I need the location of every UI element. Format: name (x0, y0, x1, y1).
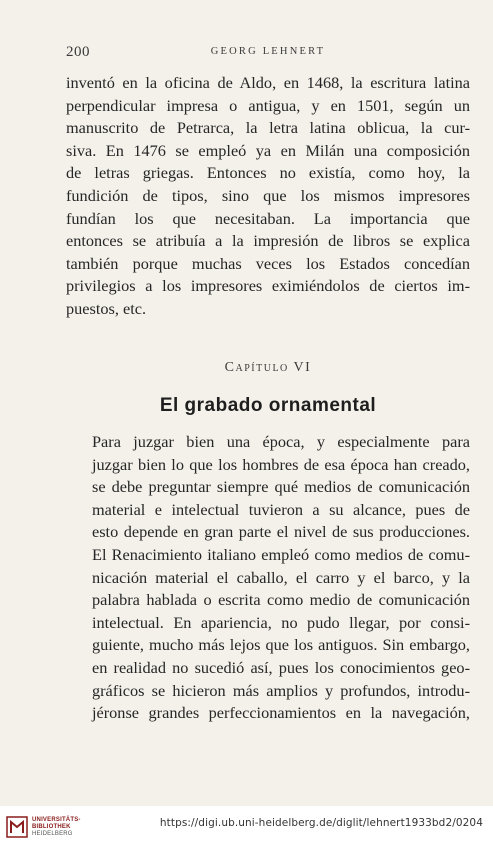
library-name-line: HEIDELBERG (32, 831, 73, 837)
text-line: palabra hablada o escrita como medio de comunicación (92, 590, 470, 610)
chapter-label: Capítulo VI (224, 360, 312, 375)
text-line: se debe preguntar siempre qué medios de comunicación (92, 477, 470, 497)
text-line: perpendicular impresa o antigua, y en 1501, según un (66, 95, 470, 115)
page-number: 200 (66, 44, 90, 60)
library-name (32, 817, 81, 838)
library-name-line: UNIVERSITÄTS- (32, 817, 81, 823)
text-line: nicación material el caballo, el carro y el barco, y la (92, 567, 470, 587)
running-title: GEORG LEHNERT (210, 46, 326, 57)
text-line: privilegios a los impresores eximiéndolos de ciertos im- (66, 276, 470, 296)
library-logo[interactable] (6, 814, 96, 840)
text-line: también porque muchas veces los Estados concedían (66, 253, 470, 273)
text-line: esto depende en gran parte el nivel de sus producciones. (92, 522, 470, 542)
text-line: de letras griegas. Entonces no existía, como hoy, la (66, 163, 470, 183)
source-url-link[interactable]: https://digi.ub.uni-heidelberg.de/diglit/lehnert1933bd2/0204 (159, 817, 483, 829)
text-line: Para juzgar bien una época, y especialmente para (92, 432, 470, 451)
chapter-title: El grabado ornamental (159, 395, 377, 416)
text-line: jéronse grandes perfeccionamientos en la navegación, (92, 703, 470, 723)
library-name-line: BIBLIOTHEK (32, 824, 71, 830)
text-line: material e intelectual tuvieron a su alcance, pues de (92, 499, 470, 519)
text-line: inventó en la oficina de Aldo, en 1468, la escritura latina (66, 73, 470, 92)
text-line: El Renacimiento italiano empleó como medios de comu- (92, 544, 470, 564)
text-line: intelectual. En apariencia, no pudo llegar, por consi- (92, 612, 470, 632)
chapter-opening-paragraph (66, 431, 470, 725)
running-head (66, 44, 470, 64)
text-line: manuscrito de Petrarca, la letra latina oblicua, la cur- (66, 118, 470, 138)
text-line: puestos, etc. (66, 298, 147, 318)
paragraph-continuation (66, 72, 470, 321)
text-line: fundición de tipos, sino que los mismos impresores (66, 185, 470, 205)
text-line: juzgar bien lo que los hombres de esa época han creado, (92, 454, 470, 474)
text-line: guiente, mucho más lejos que los antiguos. Sin embargo, (92, 635, 470, 655)
library-seal-icon (6, 816, 28, 838)
text-line: en realidad no sucedió así, pues los conocimientos geo- (92, 657, 470, 677)
text-line: entonces se atribuía a la impresión de libros se explica (66, 231, 470, 251)
text-line: siva. En 1476 se empleó ya en Milán una composición (66, 140, 470, 160)
viewer-footer (0, 806, 493, 844)
text-line: fundían los que necesitaban. La importancia que (66, 208, 470, 228)
text-line: gráficos se hicieron más amplios y profundos, introdu- (92, 680, 470, 700)
